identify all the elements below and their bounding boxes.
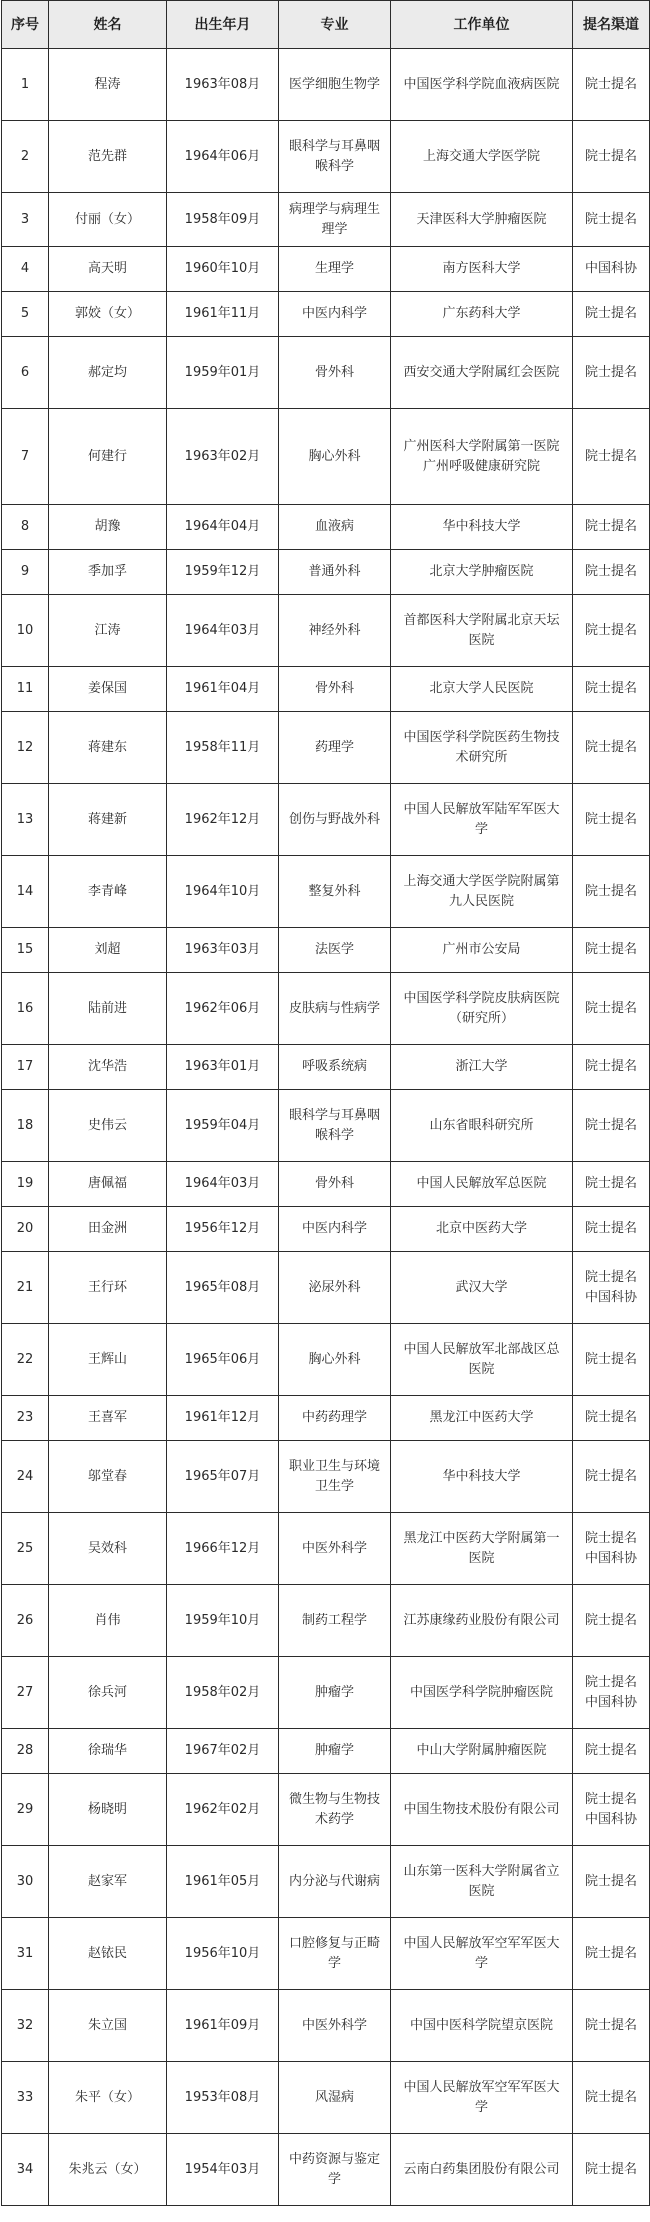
cell-unit: 黑龙江中医药大学附属第一医院 [391, 1513, 573, 1585]
cell-major: 微生物与生物技术药学 [279, 1774, 391, 1846]
cell-birth: 1963年08月 [167, 49, 279, 121]
cell-channel [573, 1774, 650, 1846]
cell-no: 9 [2, 550, 49, 595]
cell-no: 2 [2, 121, 49, 193]
cell-major: 中医外科学 [279, 1513, 391, 1585]
cell-name: 蒋建新 [49, 784, 167, 856]
cell-no: 33 [2, 2062, 49, 2134]
cell-birth: 1961年12月 [167, 1396, 279, 1441]
cell-major: 神经外科 [279, 595, 391, 667]
cell-channel [573, 49, 650, 121]
cell-name: 王辉山 [49, 1324, 167, 1396]
cell-name: 王喜军 [49, 1396, 167, 1441]
cell-major: 风湿病 [279, 2062, 391, 2134]
cell-channel [573, 1207, 650, 1252]
cell-name: 赵家军 [49, 1846, 167, 1918]
cell-unit: 中国生物技术股份有限公司 [391, 1774, 573, 1846]
channel-label: 院士提名 [584, 1530, 637, 1546]
cell-birth: 1959年12月 [167, 550, 279, 595]
channel-label: 院士提名 [584, 1612, 637, 1628]
cell-no: 23 [2, 1396, 49, 1441]
cell-birth: 1961年11月 [167, 292, 279, 337]
cell-no: 10 [2, 595, 49, 667]
table-row [2, 1657, 650, 1729]
cell-unit: 广州市公安局 [391, 928, 573, 973]
header-no: 序号 [2, 1, 49, 49]
cell-channel [573, 667, 650, 712]
cell-birth: 1966年12月 [167, 1513, 279, 1585]
cell-major: 眼科学与耳鼻咽喉科学 [279, 1090, 391, 1162]
cell-name: 王行环 [49, 1252, 167, 1324]
cell-name: 姜保国 [49, 667, 167, 712]
table-row [2, 928, 650, 973]
cell-channel [573, 973, 650, 1045]
table-row [2, 337, 650, 409]
cell-no: 31 [2, 1918, 49, 1990]
table-row [2, 1090, 650, 1162]
cell-major: 整复外科 [279, 856, 391, 928]
cell-name: 季加孚 [49, 550, 167, 595]
cell-unit: 浙江大学 [391, 1045, 573, 1090]
cell-channel [573, 337, 650, 409]
cell-name: 杨晓明 [49, 1774, 167, 1846]
cell-birth: 1962年12月 [167, 784, 279, 856]
cell-no: 1 [2, 49, 49, 121]
table-row [2, 292, 650, 337]
cell-no: 4 [2, 247, 49, 292]
table-row [2, 1729, 650, 1774]
header-unit: 工作单位 [391, 1, 573, 49]
header-channel: 提名渠道 [573, 1, 650, 49]
cell-channel [573, 1396, 650, 1441]
cell-major: 呼吸系统病 [279, 1045, 391, 1090]
cell-major: 胸心外科 [279, 1324, 391, 1396]
cell-channel [573, 856, 650, 928]
channel-label: 院士提名 [584, 622, 637, 638]
cell-major: 中药药理学 [279, 1396, 391, 1441]
cell-name: 田金洲 [49, 1207, 167, 1252]
cell-birth: 1964年06月 [167, 121, 279, 193]
header-birth: 出生年月 [167, 1, 279, 49]
cell-birth: 1963年03月 [167, 928, 279, 973]
cell-name: 唐佩福 [49, 1162, 167, 1207]
cell-name: 朱兆云（女） [49, 2134, 167, 2206]
cell-channel [573, 1729, 650, 1774]
cell-unit: 中国人民解放军北部战区总医院 [391, 1324, 573, 1396]
cell-name: 郭姣（女） [49, 292, 167, 337]
cell-unit: 北京大学人民医院 [391, 667, 573, 712]
channel-label: 院士提名 [584, 564, 637, 579]
cell-major: 中药资源与鉴定学 [279, 2134, 391, 2206]
cell-name: 朱立国 [49, 1990, 167, 2062]
cell-birth: 1954年03月 [167, 2134, 279, 2206]
channel-label: 院士提名 [584, 1945, 637, 1961]
cell-unit: 广州医科大学附属第一医院广州呼吸健康研究院 [391, 409, 573, 505]
cell-no: 24 [2, 1441, 49, 1513]
cell-unit: 北京中医药大学 [391, 1207, 573, 1252]
table-row [2, 1162, 650, 1207]
cell-birth: 1959年01月 [167, 337, 279, 409]
channel-label: 院士提名 [584, 364, 637, 380]
cell-name: 郝定均 [49, 337, 167, 409]
cell-unit: 南方医科大学 [391, 247, 573, 292]
cell-channel [573, 712, 650, 784]
cell-major: 制药工程学 [279, 1585, 391, 1657]
cell-no: 5 [2, 292, 49, 337]
cell-name: 史伟云 [49, 1090, 167, 1162]
cell-unit: 上海交通大学医学院附属第九人民医院 [391, 856, 573, 928]
channel-label: 院士提名 [584, 448, 637, 464]
cell-no: 28 [2, 1729, 49, 1774]
cell-birth: 1958年09月 [167, 193, 279, 247]
cell-unit: 中国人民解放军空军军医大学 [391, 2062, 573, 2134]
table-row [2, 784, 650, 856]
table-row [2, 2062, 650, 2134]
cell-channel [573, 2062, 650, 2134]
cell-major: 普通外科 [279, 550, 391, 595]
cell-birth: 1962年06月 [167, 973, 279, 1045]
cell-channel [573, 928, 650, 973]
header-name: 姓名 [49, 1, 167, 49]
cell-birth: 1961年04月 [167, 667, 279, 712]
cell-major: 肿瘤学 [279, 1729, 391, 1774]
channel-label: 院士提名 [584, 1269, 637, 1285]
cell-name: 沈华浩 [49, 1045, 167, 1090]
cell-birth: 1963年01月 [167, 1045, 279, 1090]
cell-name: 李青峰 [49, 856, 167, 928]
cell-unit: 北京大学肿瘤医院 [391, 550, 573, 595]
cell-channel [573, 1846, 650, 1918]
cell-name: 吴效科 [49, 1513, 167, 1585]
cell-major: 创伤与野战外科 [279, 784, 391, 856]
cell-unit: 中国人民解放军空军军医大学 [391, 1918, 573, 1990]
channel-label: 院士提名 [584, 211, 637, 227]
cell-no: 20 [2, 1207, 49, 1252]
table-row [2, 1207, 650, 1252]
cell-no: 22 [2, 1324, 49, 1396]
table-row [2, 1441, 650, 1513]
channel-label: 院士提名 [584, 2089, 637, 2105]
cell-birth: 1965年06月 [167, 1324, 279, 1396]
channel-label: 院士提名 [584, 1176, 637, 1191]
cell-birth: 1956年12月 [167, 1207, 279, 1252]
table-row [2, 1513, 650, 1585]
channel-label: 院士提名 [584, 942, 637, 957]
cell-unit: 武汉大学 [391, 1252, 573, 1324]
table-row [2, 1396, 650, 1441]
cell-birth: 1958年02月 [167, 1657, 279, 1729]
cell-major: 肿瘤学 [279, 1657, 391, 1729]
cell-major: 口腔修复与正畸学 [279, 1918, 391, 1990]
cell-name: 范先群 [49, 121, 167, 193]
channel-label: 中国科协 [584, 1289, 637, 1305]
channel-label: 院士提名 [584, 739, 637, 755]
cell-unit: 云南白药集团股份有限公司 [391, 2134, 573, 2206]
cell-no: 27 [2, 1657, 49, 1729]
channel-label: 院士提名 [584, 2161, 637, 2177]
cell-channel [573, 247, 650, 292]
cell-no: 19 [2, 1162, 49, 1207]
cell-unit: 首都医科大学附属北京天坛医院 [391, 595, 573, 667]
cell-name: 刘超 [49, 928, 167, 973]
cell-name: 何建行 [49, 409, 167, 505]
cell-channel [573, 550, 650, 595]
cell-no: 15 [2, 928, 49, 973]
cell-major: 骨外科 [279, 1162, 391, 1207]
cell-unit: 天津医科大学肿瘤医院 [391, 193, 573, 247]
cell-channel [573, 1162, 650, 1207]
cell-major: 胸心外科 [279, 409, 391, 505]
cell-major: 法医学 [279, 928, 391, 973]
table-row [2, 1252, 650, 1324]
cell-unit: 中国医学科学院肿瘤医院 [391, 1657, 573, 1729]
cell-channel [573, 409, 650, 505]
channel-label: 院士提名 [584, 1410, 637, 1425]
cell-birth: 1967年02月 [167, 1729, 279, 1774]
cell-name: 蒋建东 [49, 712, 167, 784]
cell-major: 骨外科 [279, 337, 391, 409]
cell-no: 14 [2, 856, 49, 928]
table-row [2, 1846, 650, 1918]
table-row [2, 1045, 650, 1090]
cell-channel [573, 1990, 650, 2062]
channel-label: 院士提名 [584, 1873, 637, 1889]
channel-label: 院士提名 [584, 76, 637, 92]
cell-no: 7 [2, 409, 49, 505]
cell-name: 江涛 [49, 595, 167, 667]
channel-label: 院士提名 [584, 681, 637, 696]
cell-unit: 黑龙江中医药大学 [391, 1396, 573, 1441]
cell-birth: 1964年03月 [167, 595, 279, 667]
cell-unit: 中国医学科学院血液病医院 [391, 49, 573, 121]
cell-name: 肖伟 [49, 1585, 167, 1657]
cell-channel [573, 292, 650, 337]
cell-unit: 江苏康缘药业股份有限公司 [391, 1585, 573, 1657]
channel-label: 中国科协 [584, 1811, 637, 1827]
cell-name: 高天明 [49, 247, 167, 292]
cell-channel [573, 193, 650, 247]
cell-unit: 中国人民解放军陆军军医大学 [391, 784, 573, 856]
cell-no: 32 [2, 1990, 49, 2062]
cell-no: 30 [2, 1846, 49, 1918]
cell-major: 内分泌与代谢病 [279, 1846, 391, 1918]
cell-name: 徐兵河 [49, 1657, 167, 1729]
cell-birth: 1960年10月 [167, 247, 279, 292]
cell-name: 程涛 [49, 49, 167, 121]
table-row [2, 856, 650, 928]
cell-name: 赵铱民 [49, 1918, 167, 1990]
cell-name: 朱平（女） [49, 2062, 167, 2134]
table-row [2, 121, 650, 193]
cell-unit: 山东省眼科研究所 [391, 1090, 573, 1162]
channel-label: 中国科协 [584, 1550, 637, 1566]
cell-unit: 中国中医科学院望京医院 [391, 1990, 573, 2062]
cell-no: 34 [2, 2134, 49, 2206]
cell-unit: 华中科技大学 [391, 1441, 573, 1513]
cell-birth: 1965年08月 [167, 1252, 279, 1324]
channel-label: 院士提名 [584, 1059, 637, 1074]
channel-label: 院士提名 [584, 1000, 637, 1016]
channel-label: 院士提名 [584, 811, 637, 827]
cell-birth: 1959年04月 [167, 1090, 279, 1162]
cell-major: 药理学 [279, 712, 391, 784]
table-row [2, 247, 650, 292]
channel-label: 院士提名 [584, 306, 637, 321]
cell-unit: 中山大学附属肿瘤医院 [391, 1729, 573, 1774]
cell-no: 17 [2, 1045, 49, 1090]
table-row [2, 505, 650, 550]
cell-major: 中医外科学 [279, 1990, 391, 2062]
cell-name: 徐瑞华 [49, 1729, 167, 1774]
channel-label: 院士提名 [584, 1468, 637, 1484]
cell-name: 邬堂春 [49, 1441, 167, 1513]
channel-label: 院士提名 [584, 148, 637, 164]
table-row [2, 973, 650, 1045]
cell-major: 中医内科学 [279, 292, 391, 337]
cell-birth: 1964年10月 [167, 856, 279, 928]
cell-unit: 上海交通大学医学院 [391, 121, 573, 193]
cell-major: 中医内科学 [279, 1207, 391, 1252]
cell-channel [573, 1045, 650, 1090]
cell-name: 付丽（女） [49, 193, 167, 247]
cell-channel [573, 1441, 650, 1513]
table-row [2, 1918, 650, 1990]
cell-unit: 中国医学科学院皮肤病医院（研究所） [391, 973, 573, 1045]
cell-major: 医学细胞生物学 [279, 49, 391, 121]
cell-channel [573, 784, 650, 856]
cell-birth: 1962年02月 [167, 1774, 279, 1846]
cell-channel [573, 595, 650, 667]
cell-unit: 华中科技大学 [391, 505, 573, 550]
header-major: 专业 [279, 1, 391, 49]
cell-no: 11 [2, 667, 49, 712]
cell-name: 胡豫 [49, 505, 167, 550]
cell-birth: 1958年11月 [167, 712, 279, 784]
channel-label: 院士提名 [584, 519, 637, 534]
cell-channel [573, 1918, 650, 1990]
table-row [2, 49, 650, 121]
cell-channel [573, 1585, 650, 1657]
channel-label: 院士提名 [584, 1117, 637, 1133]
cell-major: 皮肤病与性病学 [279, 973, 391, 1045]
cell-major: 生理学 [279, 247, 391, 292]
cell-birth: 1961年05月 [167, 1846, 279, 1918]
table-row [2, 1990, 650, 2062]
header-row [2, 1, 650, 49]
cell-channel [573, 1513, 650, 1585]
table-row [2, 1774, 650, 1846]
cell-unit: 山东第一医科大学附属省立医院 [391, 1846, 573, 1918]
cell-major: 眼科学与耳鼻咽喉科学 [279, 121, 391, 193]
cell-no: 26 [2, 1585, 49, 1657]
cell-channel [573, 1324, 650, 1396]
cell-major: 血液病 [279, 505, 391, 550]
cell-birth: 1964年03月 [167, 1162, 279, 1207]
channel-label: 院士提名 [584, 1743, 637, 1758]
table-row [2, 595, 650, 667]
cell-no: 25 [2, 1513, 49, 1585]
table-row [2, 667, 650, 712]
table-row [2, 712, 650, 784]
cell-no: 8 [2, 505, 49, 550]
cell-birth: 1964年04月 [167, 505, 279, 550]
cell-no: 29 [2, 1774, 49, 1846]
cell-birth: 1956年10月 [167, 1918, 279, 1990]
channel-label: 中国科协 [584, 261, 637, 276]
channel-label: 院士提名 [584, 883, 637, 899]
channel-label: 院士提名 [584, 2017, 637, 2033]
cell-no: 16 [2, 973, 49, 1045]
nominee-table [1, 0, 650, 2206]
cell-birth: 1963年02月 [167, 409, 279, 505]
cell-birth: 1953年08月 [167, 2062, 279, 2134]
cell-channel [573, 505, 650, 550]
cell-channel [573, 2134, 650, 2206]
cell-unit: 西安交通大学附属红会医院 [391, 337, 573, 409]
cell-major: 骨外科 [279, 667, 391, 712]
cell-no: 18 [2, 1090, 49, 1162]
cell-no: 3 [2, 193, 49, 247]
cell-channel [573, 1657, 650, 1729]
cell-unit: 中国医学科学院医药生物技术研究所 [391, 712, 573, 784]
cell-no: 13 [2, 784, 49, 856]
cell-channel [573, 1090, 650, 1162]
table-row [2, 550, 650, 595]
cell-name: 陆前进 [49, 973, 167, 1045]
cell-no: 6 [2, 337, 49, 409]
cell-channel [573, 121, 650, 193]
cell-major: 病理学与病理生理学 [279, 193, 391, 247]
channel-label: 院士提名 [584, 1221, 637, 1236]
cell-major: 职业卫生与环境卫生学 [279, 1441, 391, 1513]
cell-major: 泌尿外科 [279, 1252, 391, 1324]
channel-label: 院士提名 [584, 1791, 637, 1807]
table-row [2, 409, 650, 505]
channel-label: 中国科协 [584, 1694, 637, 1710]
table-row [2, 2134, 650, 2206]
cell-no: 12 [2, 712, 49, 784]
channel-label: 院士提名 [584, 1674, 637, 1690]
cell-birth: 1965年07月 [167, 1441, 279, 1513]
table-row [2, 193, 650, 247]
channel-label: 院士提名 [584, 1351, 637, 1367]
cell-unit: 中国人民解放军总医院 [391, 1162, 573, 1207]
table-row [2, 1585, 650, 1657]
cell-birth: 1961年09月 [167, 1990, 279, 2062]
cell-birth: 1959年10月 [167, 1585, 279, 1657]
cell-unit: 广东药科大学 [391, 292, 573, 337]
cell-channel [573, 1252, 650, 1324]
cell-no: 21 [2, 1252, 49, 1324]
table-row [2, 1324, 650, 1396]
